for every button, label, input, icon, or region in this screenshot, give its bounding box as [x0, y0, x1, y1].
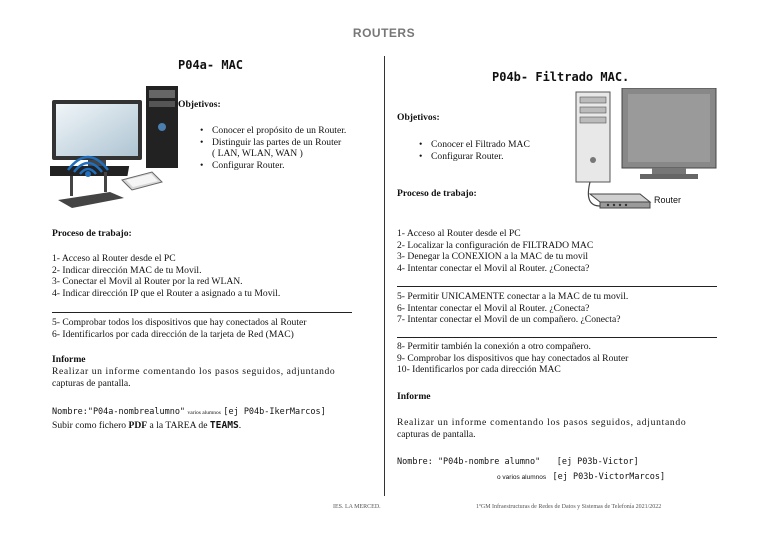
- left-filename-instruction: Nombre:"P04a-nombrealumno" varios alumnos [ej P04b-IkerMarcos]: [52, 407, 326, 417]
- right-report-text: Realizar un informe comentando los pasos seguidos, adjuntando capturas de pantalla.: [397, 417, 687, 440]
- objective-item: • Distinguir las partes de un Router: [198, 137, 368, 149]
- right-filename-instruction: Nombre: "P04b-nombre alumno" [ej P03b-Victor]: [397, 457, 639, 467]
- left-report-text: Realizar un informe comentando los pasos seguidos, adjuntando capturas de pantalla.: [52, 366, 336, 389]
- step-line: 1- Acceso al Router desde el PC: [52, 253, 176, 264]
- left-objectives-list: [198, 125, 368, 171]
- step-line: 10- Identificarlos por cada dirección MAC: [397, 364, 561, 376]
- left-title: P04a- MAC: [178, 58, 244, 72]
- right-process-label: Proceso de trabajo:: [397, 188, 477, 199]
- right-title: P04b- Filtrado MAC.: [492, 70, 630, 84]
- step-line: 3- Conectar el Movil al Router por la red WLAN.: [52, 276, 243, 288]
- objective-item: • Conocer el propósito de un Router.: [198, 125, 368, 137]
- left-upload-instruction: Subir como fichero PDF a la TAREA de TEAMS.: [52, 420, 242, 431]
- step-line: 5- Permitir UNICAMENTE conectar a la MAC de tu movil.: [397, 291, 629, 302]
- step-line: 7- Intentar conectar el Movil de un compañero. ¿Conecta?: [397, 314, 621, 326]
- right-separator-2: [397, 337, 717, 338]
- computer-router-illustration: [570, 88, 720, 218]
- objective-item: • Configurar Router.: [198, 160, 368, 172]
- right-objectives-list: [417, 139, 530, 162]
- footer-school: IES. LA MERCED.: [333, 504, 381, 510]
- left-steps-group-b: [52, 317, 306, 340]
- left-report-label: Informe: [52, 354, 86, 365]
- right-steps-group-c: [397, 341, 628, 376]
- computer-wifi-illustration: [50, 82, 182, 212]
- objective-item: • Conocer el Filtrado MAC: [417, 139, 530, 151]
- step-line: 6- Intentar conectar el Movil al Router. ¿Conecta?: [397, 302, 590, 314]
- right-filename-instruction-2: o varios alumnos [ej P03b-VictorMarcos]: [497, 472, 666, 482]
- step-line: 4- Intentar conectar el Movil al Router. ¿Conecta?: [397, 262, 590, 274]
- step-line: 2- Indicar dirección MAC de tu Movil.: [52, 264, 202, 276]
- left-process-label: Proceso de trabajo:: [52, 228, 132, 239]
- objective-item: • Configurar Router.: [417, 151, 530, 163]
- step-line: 4- Indicar dirección IP que el Router a asignado a tu Movil.: [52, 287, 281, 299]
- step-line: 8- Permitir también la conexión a otro compañero.: [397, 341, 591, 352]
- right-steps-group-a: [397, 228, 593, 274]
- step-line: 2- Localizar la configuración de FILTRADO MAC: [397, 239, 594, 251]
- step-line: 6- Identificarlos por cada dirección de la tarjeta de Red (MAC): [52, 328, 294, 340]
- step-line: 3- Denegar la CONEXION a la MAC de tu movil: [397, 251, 589, 263]
- step-line: 1- Acceso al Router desde el PC: [397, 228, 521, 239]
- left-objectives-label: Objetivos:: [178, 99, 221, 110]
- objective-item-cont: ( LAN, WLAN, WAN ): [212, 148, 303, 160]
- right-objectives-label: Objetivos:: [397, 112, 440, 123]
- document-title: ROUTERS: [352, 26, 416, 40]
- right-steps-group-b: [397, 291, 628, 326]
- right-separator-1: [397, 286, 717, 287]
- footer-course: 1ºGM Infraestructuras de Redes de Datos y Sistemas de Telefonía 2021/2022: [476, 504, 662, 510]
- right-report-label: Informe: [397, 391, 431, 402]
- step-line: 9- Comprobar los dispositivos que hay conectados al Router: [397, 352, 629, 364]
- column-divider: [384, 56, 385, 496]
- left-separator-1: [52, 312, 352, 313]
- step-line: 5- Comprobar todos los dispositivos que hay conectados al Router: [52, 317, 307, 328]
- router-caption: Router: [654, 195, 682, 205]
- left-steps-group-a: [52, 253, 280, 299]
